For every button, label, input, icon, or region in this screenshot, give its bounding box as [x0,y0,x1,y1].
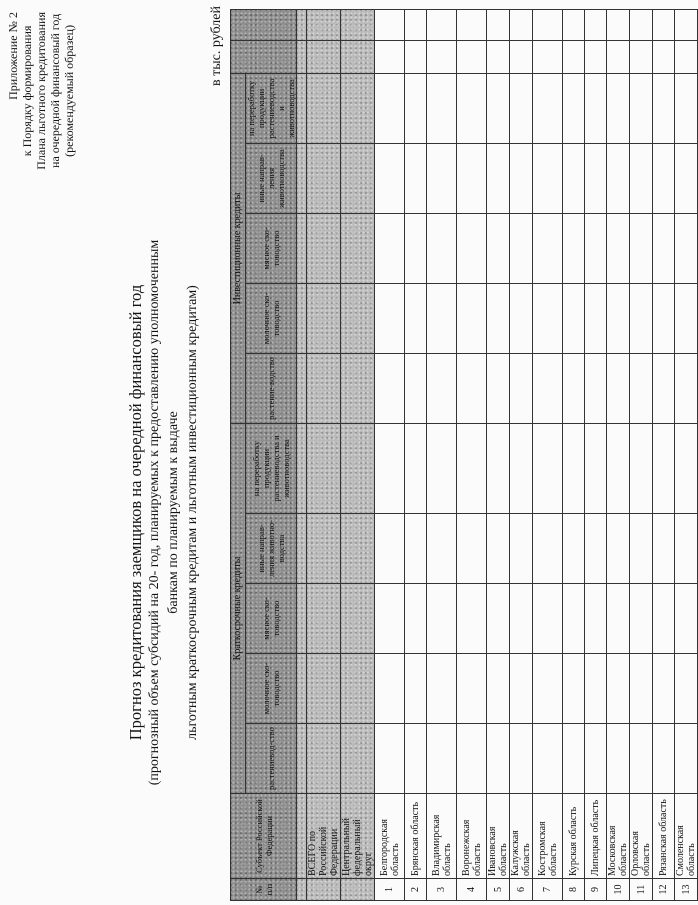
value-cell[interactable] [375,423,405,513]
value-cell[interactable] [427,584,457,654]
value-cell[interactable] [510,40,533,73]
value-cell[interactable] [427,724,457,794]
value-cell[interactable] [533,353,563,423]
value-cell[interactable] [427,73,457,143]
table-row [375,9,405,900]
value-cell[interactable] [341,654,375,724]
value-cell[interactable] [457,514,487,584]
table-row [607,9,630,900]
value-cell[interactable] [653,143,675,213]
region-name: Московская область [607,794,630,879]
value-cell[interactable] [563,9,585,40]
value-cell[interactable] [585,514,607,584]
region-name: Владимирская область [427,794,457,879]
table-row [533,9,563,900]
row-number: 3 [427,879,457,901]
value-cell[interactable] [487,353,510,423]
value-cell[interactable] [533,143,563,213]
value-cell[interactable] [533,724,563,794]
value-cell[interactable] [653,283,675,353]
region-name: Рязанская область [653,794,675,879]
value-cell[interactable] [457,73,487,143]
value-cell[interactable] [375,514,405,584]
table-row [405,9,427,900]
value-cell[interactable] [607,423,630,513]
value-cell[interactable] [341,353,375,423]
table-row [630,9,653,900]
value-cell[interactable] [653,353,675,423]
value-cell[interactable] [405,584,427,654]
value-cell[interactable] [510,584,533,654]
header-invest-crop: растение-водство [246,353,297,423]
value-cell[interactable] [585,353,607,423]
header-short-processing: на переработку продукции растениеводства и животноводства [246,423,297,513]
value-cell[interactable] [585,724,607,794]
table-row [653,9,675,900]
value-cell[interactable] [307,724,341,794]
value-cell[interactable] [607,283,630,353]
value-cell[interactable] [510,9,533,40]
value-cell[interactable] [487,654,510,724]
value-cell[interactable] [675,724,698,794]
value-cell[interactable] [487,40,510,73]
value-cell[interactable] [375,213,405,283]
value-cell[interactable] [675,654,698,724]
value-cell[interactable] [405,40,427,73]
value-cell[interactable] [585,143,607,213]
header-invest-group: Инвестиционные кредиты [231,73,246,423]
value-cell[interactable] [607,514,630,584]
value-cell[interactable] [405,213,427,283]
value-cell[interactable] [375,283,405,353]
value-cell[interactable] [630,283,653,353]
appendix-line-4: (рекомендуемый образец) [62,24,76,157]
value-cell[interactable] [630,654,653,724]
header-subject: Субъект Российской Федерации [231,794,297,879]
document-title [126,230,202,795]
value-cell[interactable] [427,40,457,73]
header-short-other: иные направ-ления животно-водства [246,514,297,584]
value-cell[interactable] [375,40,405,73]
value-cell[interactable] [427,143,457,213]
title-line-1: Прогноз кредитования заемщиков на очередной финансовый год [126,284,145,741]
value-cell[interactable] [405,283,427,353]
value-cell[interactable] [533,40,563,73]
row-number: 1 [375,879,405,901]
value-cell[interactable] [585,73,607,143]
value-cell[interactable] [653,9,675,40]
value-cell[interactable] [630,724,653,794]
value-cell[interactable] [563,73,585,143]
value-cell[interactable] [563,584,585,654]
table-row [487,9,510,900]
value-cell[interactable] [375,9,405,40]
value-cell[interactable] [630,143,653,213]
table-row [563,9,585,900]
region-name: Белгородская область [375,794,405,879]
row-number: 13 [675,879,698,901]
value-cell[interactable] [675,283,698,353]
summary-label: Центральный федеральный округ [341,794,375,879]
value-cell[interactable] [405,423,427,513]
value-cell[interactable] [427,423,457,513]
value-cell[interactable] [487,143,510,213]
value-cell[interactable] [307,40,341,73]
appendix-block [6,12,76,170]
value-cell[interactable] [630,9,653,40]
value-cell[interactable] [653,73,675,143]
value-cell[interactable] [585,213,607,283]
summary-num-cell [341,879,375,901]
value-cell[interactable] [427,654,457,724]
value-cell[interactable] [630,40,653,73]
value-cell[interactable] [307,353,341,423]
header-short-beef: мясное ско-товодство [246,584,297,654]
region-name: Орловская область [630,794,653,879]
summary-row [341,9,375,900]
value-cell[interactable] [405,73,427,143]
forecast-table [230,9,698,901]
region-name: Смоленская область [675,794,698,879]
value-cell[interactable] [405,654,427,724]
summary-num-cell [307,879,341,901]
value-cell[interactable] [457,724,487,794]
table-row [427,9,457,900]
value-cell[interactable] [405,514,427,584]
value-cell[interactable] [630,514,653,584]
table-row [585,9,607,900]
row-number: 4 [457,879,487,901]
value-cell[interactable] [457,423,487,513]
value-cell[interactable] [457,353,487,423]
value-cell[interactable] [487,283,510,353]
row-number: 12 [653,879,675,901]
value-cell[interactable] [457,283,487,353]
appendix-line-1: к Порядку формирования [20,25,34,157]
value-cell[interactable] [607,9,630,40]
value-cell[interactable] [607,584,630,654]
value-cell[interactable] [563,283,585,353]
value-cell[interactable] [375,353,405,423]
header-num: № п/п [231,879,297,901]
value-cell[interactable] [341,584,375,654]
value-cell[interactable] [307,283,341,353]
value-cell[interactable] [630,423,653,513]
header-short-dairy: молочное ско-товодство [246,654,297,724]
appendix-number: Приложение № 2 [6,12,20,100]
value-cell[interactable] [307,73,341,143]
value-cell[interactable] [563,40,585,73]
value-cell[interactable] [427,283,457,353]
region-name: Курская область [563,794,585,879]
value-cell[interactable] [510,353,533,423]
value-cell[interactable] [307,9,341,40]
table-row [675,9,698,900]
value-cell[interactable] [630,213,653,283]
table-row [510,9,533,900]
row-number: 2 [405,879,427,901]
title-line-2: (прогнозный объем субсидий на 20- год, планируемых к предоставлению уполномоченным банкам по планируемым к выдаче [147,239,181,786]
value-cell[interactable] [510,654,533,724]
value-cell[interactable] [630,73,653,143]
value-cell[interactable] [457,584,487,654]
row-number: 9 [585,879,607,901]
value-cell[interactable] [653,213,675,283]
header-extra-2 [231,9,297,40]
value-cell[interactable] [427,353,457,423]
value-cell[interactable] [533,9,563,40]
value-cell[interactable] [585,654,607,724]
value-cell[interactable] [427,9,457,40]
header-extra-1 [231,40,297,73]
value-cell[interactable] [563,724,585,794]
region-name: Брянская область [405,794,427,879]
value-cell[interactable] [533,514,563,584]
value-cell[interactable] [375,73,405,143]
value-cell[interactable] [563,353,585,423]
appendix-line-2: Плана льготного кредитования [34,12,48,170]
value-cell[interactable] [533,584,563,654]
header-invest-dairy: молочное ско-товодство [246,283,297,353]
value-cell[interactable] [653,724,675,794]
value-cell[interactable] [307,213,341,283]
value-cell[interactable] [653,514,675,584]
value-cell[interactable] [487,213,510,283]
value-cell[interactable] [675,40,698,73]
region-name: Калужская область [510,794,533,879]
value-cell[interactable] [585,40,607,73]
value-cell[interactable] [375,143,405,213]
value-cell[interactable] [630,584,653,654]
value-cell[interactable] [563,654,585,724]
value-cell[interactable] [487,514,510,584]
header-short-group: Краткосрочные кредиты [231,423,246,793]
value-cell[interactable] [341,283,375,353]
value-cell[interactable] [375,654,405,724]
value-cell[interactable] [341,724,375,794]
header-subcols-row [246,9,297,900]
value-cell[interactable] [533,73,563,143]
summary-row [307,9,341,900]
value-cell[interactable] [607,143,630,213]
header-group-row [231,9,246,900]
header-invest-other: иные направ-ления животноводства [246,143,297,213]
value-cell[interactable] [533,423,563,513]
value-cell[interactable] [533,654,563,724]
value-cell[interactable] [307,654,341,724]
value-cell[interactable] [607,73,630,143]
value-cell[interactable] [675,353,698,423]
value-cell[interactable] [341,9,375,40]
value-cell[interactable] [585,9,607,40]
region-name: Ивановская область [487,794,510,879]
value-cell[interactable] [405,9,427,40]
value-cell[interactable] [563,514,585,584]
title-line-3: льготным краткосрочным кредитам и льготным инвестиционным кредитам) [185,285,200,740]
value-cell[interactable] [675,584,698,654]
value-cell[interactable] [607,40,630,73]
value-cell[interactable] [533,213,563,283]
value-cell[interactable] [341,143,375,213]
value-cell[interactable] [533,283,563,353]
value-cell[interactable] [675,213,698,283]
summary-label: ВСЕГО по Российской Федерации [307,794,341,879]
value-cell[interactable] [563,143,585,213]
row-number: 10 [607,879,630,901]
units-label: в тыс. рублей [209,6,224,86]
row-number: 5 [487,879,510,901]
value-cell[interactable] [607,654,630,724]
value-cell[interactable] [487,724,510,794]
row-number: 11 [630,879,653,901]
value-cell[interactable] [457,143,487,213]
value-cell[interactable] [405,143,427,213]
value-cell[interactable] [307,423,341,513]
value-cell[interactable] [675,423,698,513]
value-cell[interactable] [585,423,607,513]
value-cell[interactable] [653,423,675,513]
value-cell[interactable] [510,73,533,143]
value-cell[interactable] [653,654,675,724]
value-cell[interactable] [457,213,487,283]
value-cell[interactable] [405,353,427,423]
row-number: 6 [510,879,533,901]
value-cell[interactable] [487,9,510,40]
value-cell[interactable] [675,143,698,213]
value-cell[interactable] [510,423,533,513]
value-cell[interactable] [585,283,607,353]
value-cell[interactable] [510,724,533,794]
header-short-crop: растениевод-ство [246,724,297,794]
value-cell[interactable] [510,143,533,213]
value-cell[interactable] [563,423,585,513]
value-cell[interactable] [675,9,698,40]
value-cell[interactable] [487,73,510,143]
table-row [457,9,487,900]
value-cell[interactable] [487,423,510,513]
value-cell[interactable] [653,40,675,73]
value-cell[interactable] [375,584,405,654]
value-cell[interactable] [307,584,341,654]
row-number: 8 [563,879,585,901]
value-cell[interactable] [607,724,630,794]
value-cell[interactable] [341,40,375,73]
value-cell[interactable] [653,584,675,654]
value-cell[interactable] [341,213,375,283]
value-cell[interactable] [675,514,698,584]
value-cell[interactable] [341,514,375,584]
region-name: Воронежская область [457,794,487,879]
value-cell[interactable] [427,514,457,584]
value-cell[interactable] [341,423,375,513]
value-cell[interactable] [585,584,607,654]
row-number: 7 [533,879,563,901]
value-cell[interactable] [457,9,487,40]
value-cell[interactable] [307,143,341,213]
value-cell[interactable] [375,724,405,794]
value-cell[interactable] [510,283,533,353]
value-cell[interactable] [457,654,487,724]
value-cell[interactable] [607,353,630,423]
value-cell[interactable] [510,213,533,283]
appendix-line-3: на очередной финансовый год [48,13,62,168]
value-cell[interactable] [307,514,341,584]
value-cell[interactable] [427,213,457,283]
value-cell[interactable] [630,353,653,423]
value-cell[interactable] [405,724,427,794]
value-cell[interactable] [510,514,533,584]
value-cell[interactable] [675,73,698,143]
header-spacer-row [297,9,307,900]
value-cell[interactable] [457,40,487,73]
value-cell[interactable] [487,584,510,654]
region-name: Липецкая область [585,794,607,879]
header-invest-processing: на переработку продукции растениеводства и животноводства [246,73,297,143]
header-invest-beef: мясное ско-товодство [246,213,297,283]
region-name: Костромская область [533,794,563,879]
value-cell[interactable] [563,213,585,283]
value-cell[interactable] [607,213,630,283]
value-cell[interactable] [341,73,375,143]
